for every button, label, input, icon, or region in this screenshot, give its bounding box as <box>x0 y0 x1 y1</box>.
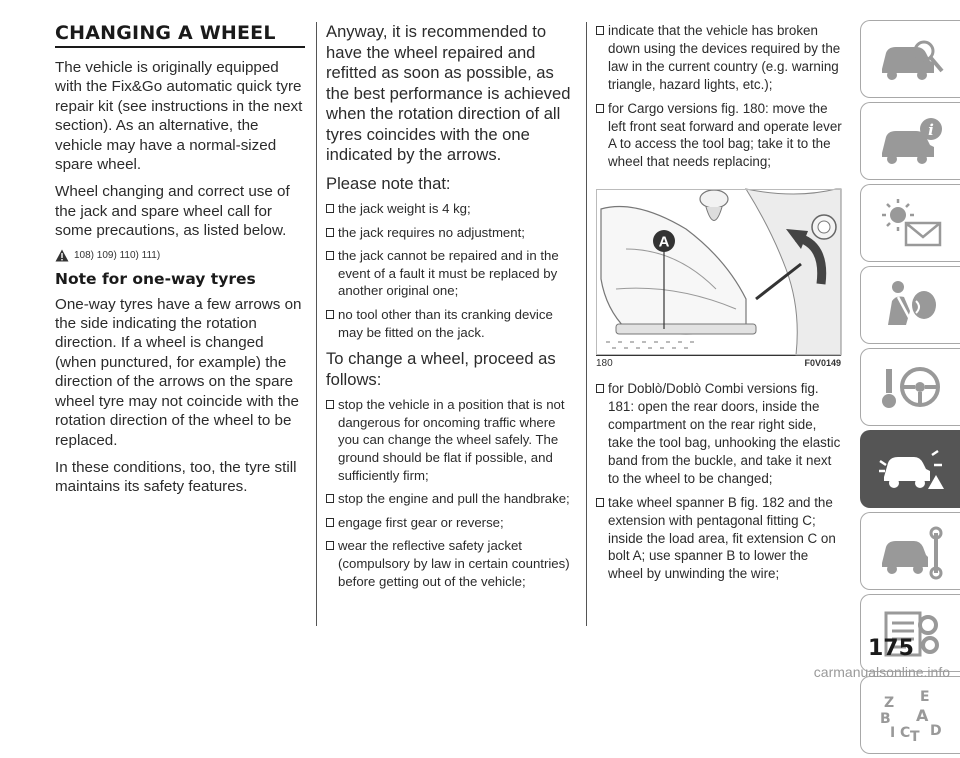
intro-paragraph: The vehicle is originally equipped with the Fix&Go automatic quick tyre repair kit (see instructions in the next section). As an alternative, the vehicle may have a normal-sized spare wheel. <box>55 59 303 174</box>
list-item: stop the vehicle in a position that is not dangerous for oncoming traffic where you can change the wheel safely. The ground should be flat if possible, and sufficiently firm; <box>326 396 572 484</box>
warning-triangle-icon <box>55 249 69 262</box>
checkbox-bullet-icon <box>326 251 334 260</box>
car-search-icon <box>876 31 946 87</box>
subsection-title: Note for one-way tyres <box>55 269 256 288</box>
checkbox-bullet-icon <box>596 104 604 113</box>
checkbox-bullet-icon <box>326 310 334 319</box>
steps-list-continued <box>596 22 844 171</box>
notes-heading: Please note that: <box>326 173 451 193</box>
checkbox-bullet-icon <box>596 498 604 507</box>
car-maintenance-icon <box>876 523 946 579</box>
precautions-paragraph: Wheel changing and correct use of the jack and spare wheel call for some precautions, as listed below. <box>55 183 290 240</box>
tab-index[interactable] <box>860 676 960 754</box>
notes-list <box>326 200 572 341</box>
steps-list <box>326 396 572 590</box>
recommendation-paragraph: Anyway, it is recommended to have the wheel repaired and refitted as soon as possible, as the best performance is achieved when the rotation direction of all tyres coincides with the one indicated by the arrows. <box>326 22 571 164</box>
svg-text:i: i <box>927 121 934 139</box>
column-1 <box>55 22 305 505</box>
list-item: for Doblò/Doblò Combi versions fig. 181: open the rear doors, inside the compartment on the rear right side, take the tool bag, unhooking the elastic band from the buckle, and take it next to the wheel to be changed; <box>596 380 844 487</box>
column-3 <box>596 22 844 589</box>
page-number: 175 <box>868 636 914 661</box>
list-item: the jack cannot be repaired and in the event of a fault it must be replaced by another original one; <box>326 247 572 300</box>
steering-key-icon <box>876 359 946 415</box>
checkbox-bullet-icon <box>596 26 604 35</box>
safety-paragraph: In these conditions, too, the tyre still maintains its safety features. <box>55 458 297 496</box>
tab-getting-to-know[interactable] <box>860 20 960 98</box>
tab-warning-lights[interactable] <box>860 184 960 262</box>
breakdown-icon <box>876 441 946 497</box>
figure-code: F0V0149 <box>804 358 841 369</box>
tab-in-an-emergency[interactable] <box>860 430 960 508</box>
warning-reference <box>55 249 305 262</box>
list-item: indicate that the vehicle has broken down using the devices required by the law in the current country (e.g. warning triangle, hazard lights, etc.); <box>596 22 844 94</box>
checkbox-bullet-icon <box>326 204 334 213</box>
svg-text:I: I <box>889 725 895 741</box>
steps-list-continued-2 <box>596 380 844 583</box>
callout-label-a: A <box>658 233 670 251</box>
list-item: engage first gear or reverse; <box>326 514 572 532</box>
checkbox-bullet-icon <box>596 384 604 393</box>
checkbox-bullet-icon <box>326 400 334 409</box>
column-divider <box>586 22 587 626</box>
svg-text:T: T <box>909 729 920 745</box>
tab-starting-driving[interactable] <box>860 348 960 426</box>
svg-text:Z: Z <box>883 695 894 711</box>
checkbox-bullet-icon <box>326 228 334 237</box>
tab-safety[interactable] <box>860 266 960 344</box>
list-item: wear the reflective safety jacket (compulsory by law in certain countries) before getting out of the vehicle; <box>326 537 572 590</box>
svg-text:C: C <box>899 725 910 741</box>
figure-caption <box>596 355 841 369</box>
watermark: carmanualsonline.info <box>813 664 950 680</box>
one-way-paragraph: One-way tyres have a few arrows on the side indicating the rotation direction. If a wheel is changed (when punctured, for example) the direction of the arrows on the spare wheel tyre may not coincide with the rotation direction of the wheel to be replaced. <box>55 295 302 449</box>
column-divider <box>316 22 317 626</box>
checkbox-bullet-icon <box>326 494 334 503</box>
warning-lights-icon <box>876 195 946 251</box>
list-item: for Cargo versions fig. 180: move the left front seat forward and operate lever A to access the tool bag; take it to the wheel that needs replacing; <box>596 100 844 172</box>
warning-refs: 108) 109) 110) 111) <box>74 249 161 261</box>
list-item: the jack weight is 4 kg; <box>326 200 572 218</box>
list-item: the jack requires no adjustment; <box>326 224 572 242</box>
car-info-icon <box>876 113 946 169</box>
svg-text:B: B <box>879 711 891 727</box>
tab-knowing-vehicle[interactable] <box>860 102 960 180</box>
index-icon <box>876 687 946 743</box>
tab-servicing[interactable] <box>860 512 960 590</box>
column-2 <box>326 22 572 596</box>
safety-airbag-icon <box>876 277 946 333</box>
steps-heading: To change a wheel, proceed as follows: <box>326 349 556 389</box>
svg-text:E: E <box>919 689 930 705</box>
svg-text:A: A <box>915 706 928 725</box>
list-item: no tool other than its cranking device may be fitted on the jack. <box>326 306 572 341</box>
figure-number: 180 <box>596 358 613 370</box>
seat-lever-illustration <box>596 189 841 355</box>
list-item: stop the engine and pull the handbrake; <box>326 490 572 508</box>
checkbox-bullet-icon <box>326 518 334 527</box>
svg-text:D: D <box>929 723 942 739</box>
checkbox-bullet-icon <box>326 541 334 550</box>
figure-180 <box>596 189 841 374</box>
list-item: take wheel spanner B fig. 182 and the extension with pentagonal fitting C; inside the load area, fit extension C on bolt A; use spanner B to lower the wheel by unwinding the wire; <box>596 494 844 584</box>
section-title: CHANGING A WHEEL <box>55 22 305 48</box>
